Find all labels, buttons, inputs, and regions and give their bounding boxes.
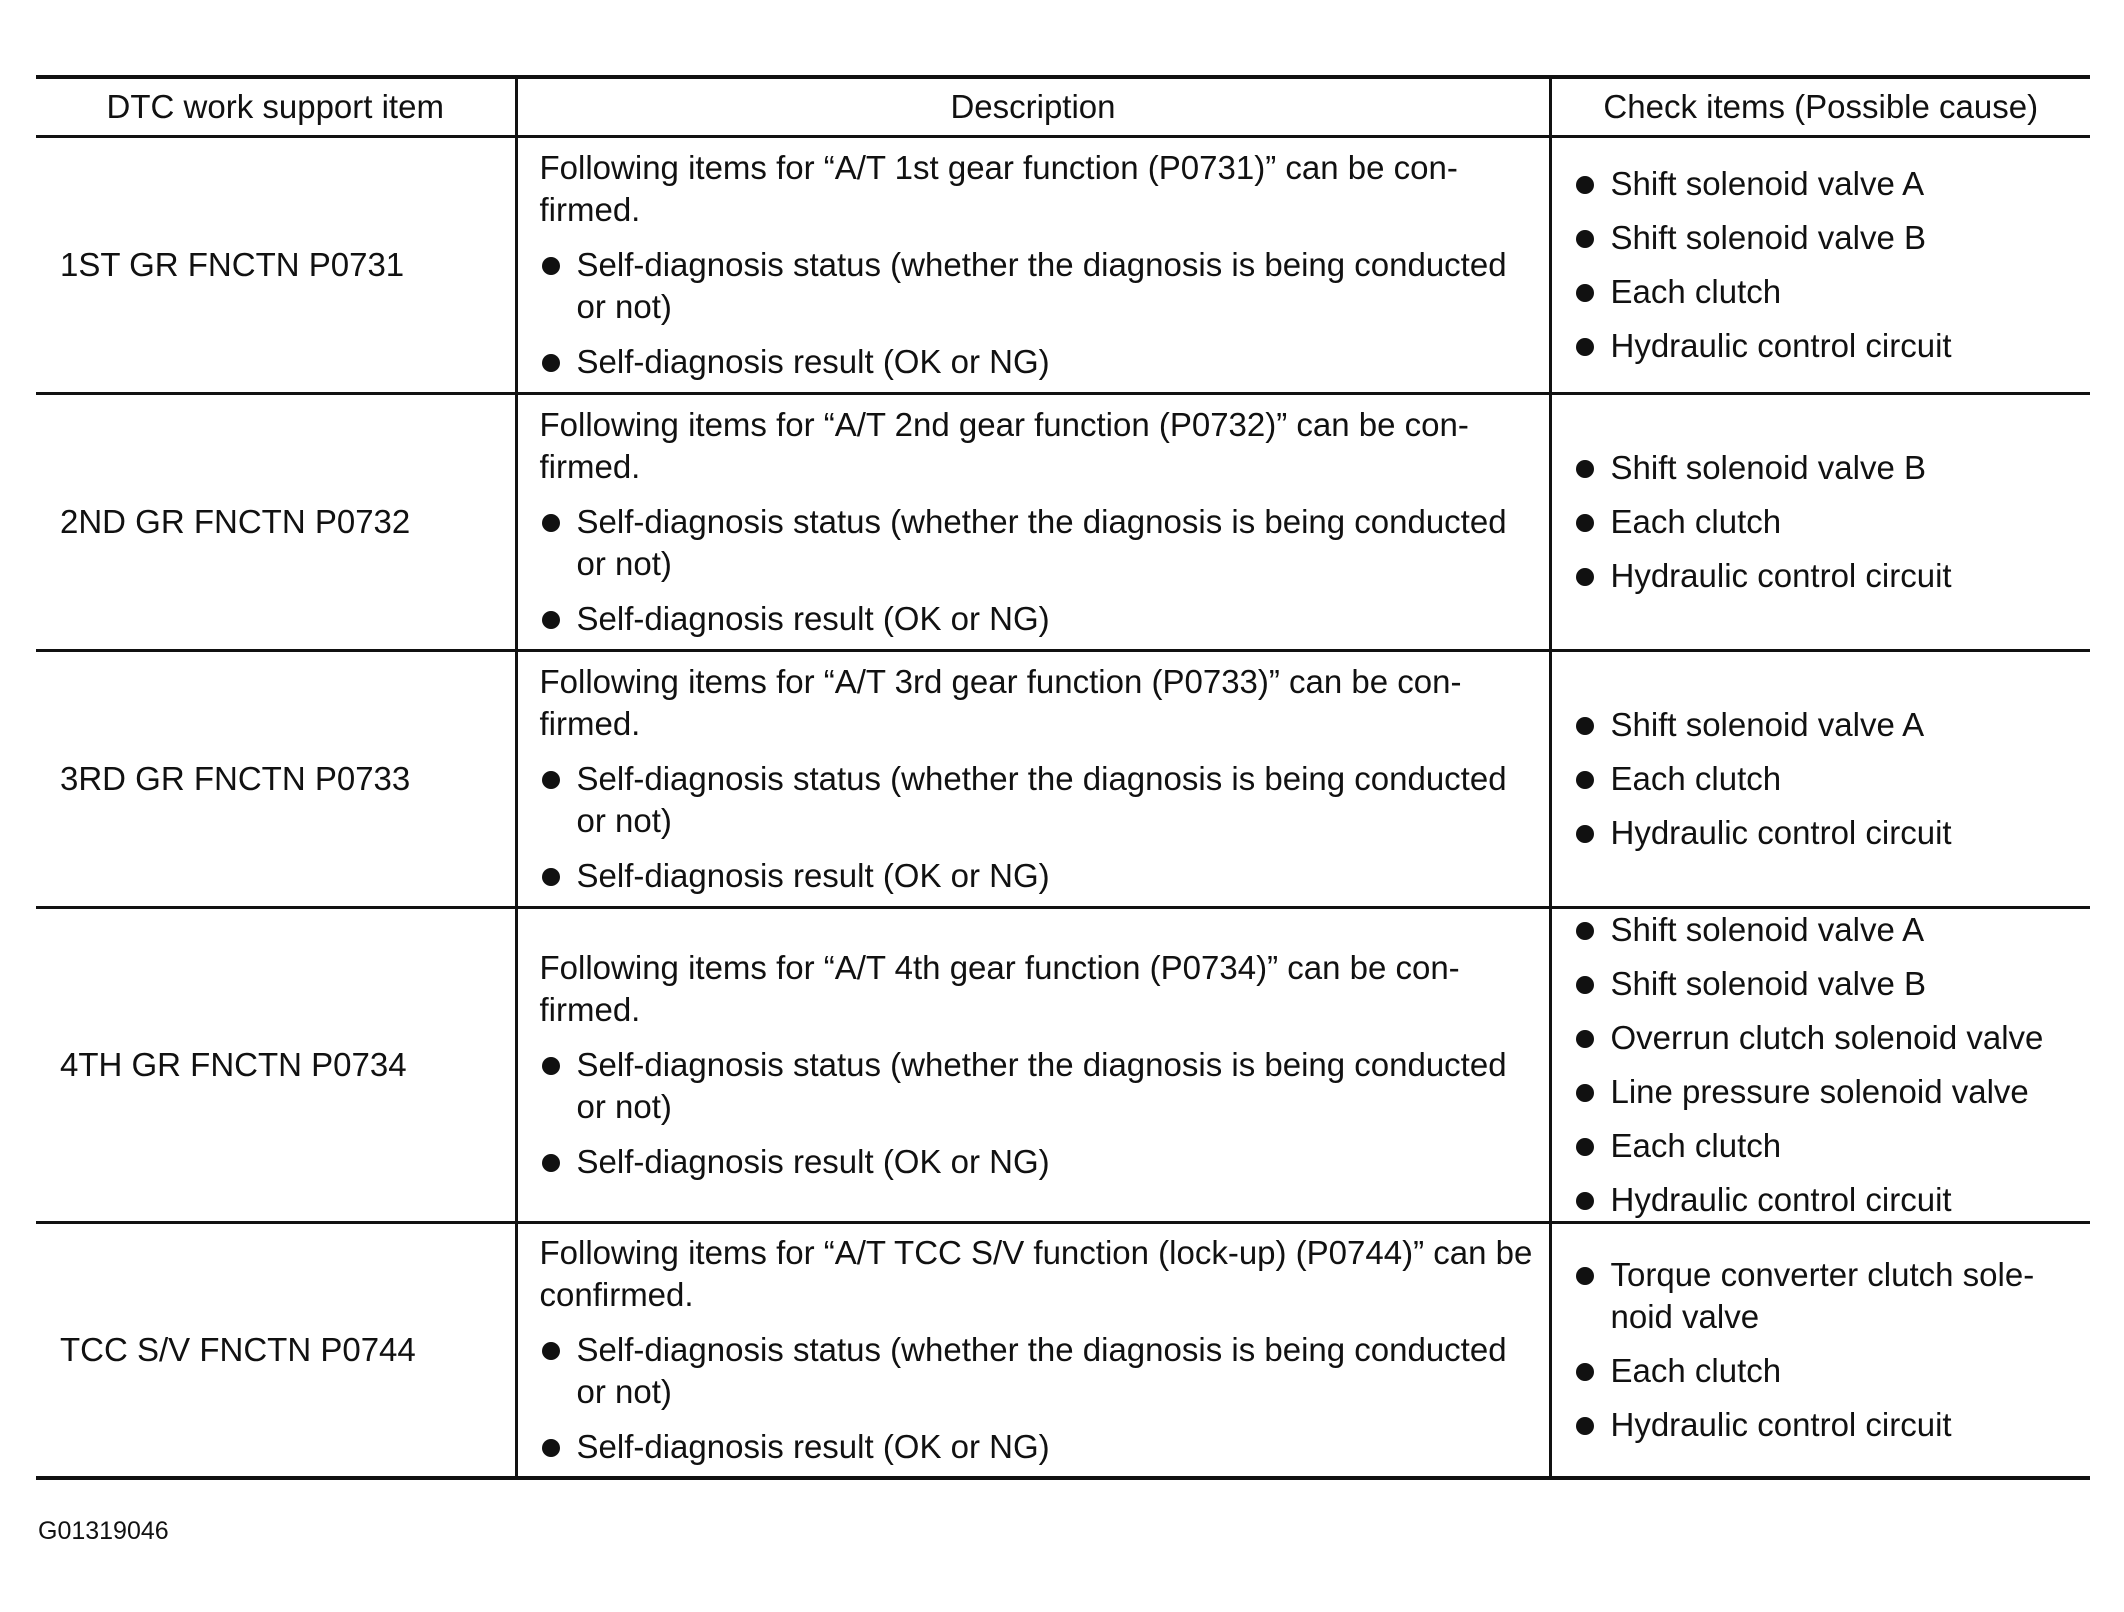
table-row (36, 394, 2090, 651)
description-list (540, 244, 1535, 383)
table-row (36, 651, 2090, 908)
bullet-dot-icon (1576, 1084, 1594, 1102)
check-items-cell (1550, 908, 2090, 1223)
item-cell: 2ND GR FNCTN P0732 (36, 394, 516, 651)
list-item-text: Overrun clutch solenoid valve (1610, 1019, 2044, 1056)
dtc-work-support-table (36, 75, 2090, 1480)
bullet-dot-icon (1576, 976, 1594, 994)
list-item (540, 758, 1535, 842)
list-item-text: Self-diagnosis status (whether the diagnosis is being conducted or not) (576, 1046, 1507, 1125)
description-cell (516, 394, 1550, 651)
description-intro: Following items for “A/T 4th gear function (P0734)” can be con-firmed. (539, 949, 1460, 1028)
list-item-text: Hydraulic control circuit (1610, 814, 1952, 851)
list-item (1574, 325, 2081, 367)
list-item-text: Each clutch (1610, 503, 1782, 540)
list-item (1574, 758, 2081, 800)
list-item (1574, 217, 2081, 259)
bullet-dot-icon (1576, 568, 1594, 586)
check-items-cell (1550, 394, 2090, 651)
check-items-list (1574, 704, 2081, 854)
description-list (540, 1044, 1535, 1183)
bullet-dot-icon (1576, 771, 1594, 789)
bullet-dot-icon (1576, 1192, 1594, 1210)
list-item (540, 244, 1535, 328)
dtc-work-support-table-wrapper (36, 75, 2090, 1480)
item-cell: TCC S/V FNCTN P0744 (60, 1331, 416, 1368)
list-item (540, 1044, 1535, 1128)
list-item-text: Shift solenoid valve A (1610, 911, 1925, 948)
list-item-text: Hydraulic control circuit (1610, 557, 1952, 594)
list-item (1574, 1179, 2081, 1221)
list-item (1574, 1254, 2081, 1338)
list-item-text: Shift solenoid valve B (1610, 219, 1927, 256)
bullet-dot-icon (542, 1057, 560, 1075)
bullet-dot-icon (542, 1439, 560, 1457)
list-item (1574, 555, 2081, 597)
check-items-list (1574, 1254, 2081, 1446)
item-cell: 4TH GR FNCTN P0734 (36, 908, 516, 1223)
list-item-text: Each clutch (1610, 273, 1782, 310)
check-items-list (1574, 447, 2081, 597)
bullet-dot-icon (1576, 717, 1594, 735)
bullet-dot-icon (1576, 1363, 1594, 1381)
list-item (540, 341, 1535, 383)
bullet-dot-icon (1576, 1267, 1594, 1285)
list-item-text: Hydraulic control circuit (1610, 1406, 1952, 1443)
bullet-dot-icon (1576, 284, 1594, 302)
bullet-dot-icon (542, 1154, 560, 1172)
table-row (36, 137, 2090, 394)
item-cell: 3RD GR FNCTN P0733 (36, 651, 516, 908)
description-cell (516, 137, 1550, 394)
description-list (540, 1329, 1535, 1468)
list-item-text: Shift solenoid valve B (1610, 449, 1927, 486)
description-intro: Following items for “A/T 1st gear function (P0731)” can be con-firmed. (539, 149, 1458, 228)
bullet-dot-icon (542, 514, 560, 532)
list-item (1574, 447, 2081, 489)
check-items-cell (1550, 137, 2090, 394)
list-item-text: Line pressure solenoid valve (1610, 1073, 2029, 1110)
list-item-text: Shift solenoid valve A (1610, 165, 1925, 202)
list-item (1574, 163, 2081, 205)
bullet-dot-icon (1576, 1030, 1594, 1048)
bullet-dot-icon (1576, 1138, 1594, 1156)
list-item (1574, 909, 2081, 951)
bullet-dot-icon (1576, 825, 1594, 843)
description-intro: Following items for “A/T 2nd gear function (P0732)” can be con-firmed. (539, 406, 1469, 485)
list-item-text: Each clutch (1610, 1352, 1782, 1389)
description-list (540, 758, 1535, 897)
list-item (1574, 963, 2081, 1005)
list-item (540, 598, 1535, 640)
bullet-dot-icon (1576, 922, 1594, 940)
list-item-text: Hydraulic control circuit (1610, 1181, 1952, 1218)
header-item: DTC work support item (36, 77, 516, 137)
description-intro: Following items for “A/T 3rd gear function (P0733)” can be con-firmed. (539, 663, 1462, 742)
table-header-row (36, 77, 2090, 137)
bullet-dot-icon (542, 611, 560, 629)
bullet-dot-icon (542, 1342, 560, 1360)
bullet-dot-icon (1576, 338, 1594, 356)
check-items-list (1574, 163, 2081, 367)
check-items-cell (1550, 1223, 2090, 1479)
list-item-text: Self-diagnosis result (OK or NG) (576, 1143, 1050, 1180)
list-item (540, 855, 1535, 897)
bullet-dot-icon (542, 771, 560, 789)
bullet-dot-icon (1576, 176, 1594, 194)
list-item (540, 1141, 1535, 1183)
list-item-text: Hydraulic control circuit (1610, 327, 1952, 364)
list-item-text: Self-diagnosis result (OK or NG) (576, 343, 1050, 380)
description-cell (516, 651, 1550, 908)
list-item (1574, 1071, 2081, 1113)
table-row (36, 1223, 2090, 1479)
list-item (1574, 501, 2081, 543)
list-item-text: Each clutch (1610, 760, 1782, 797)
header-description: Description (516, 77, 1550, 137)
item-cell: 1ST GR FNCTN P0731 (36, 137, 516, 394)
list-item-text: Shift solenoid valve A (1610, 706, 1925, 743)
list-item (1574, 812, 2081, 854)
check-items-cell (1550, 651, 2090, 908)
description-list (540, 501, 1535, 640)
description-cell (516, 1223, 1550, 1479)
bullet-dot-icon (1576, 460, 1594, 478)
list-item-text: Self-diagnosis result (OK or NG) (576, 857, 1050, 894)
check-items-list (1574, 909, 2081, 1221)
list-item-text: Shift solenoid valve B (1610, 965, 1927, 1002)
list-item-text: Self-diagnosis status (whether the diagnosis is being conducted or not) (576, 760, 1507, 839)
list-item (540, 1329, 1535, 1413)
list-item-text: Self-diagnosis status (whether the diagnosis is being conducted or not) (576, 1331, 1507, 1410)
bullet-dot-icon (542, 257, 560, 275)
list-item-text: Torque converter clutch sole-noid valve (1610, 1256, 2035, 1335)
bullet-dot-icon (1576, 514, 1594, 532)
bullet-dot-icon (1576, 230, 1594, 248)
bullet-dot-icon (1576, 1417, 1594, 1435)
table-row (36, 908, 2090, 1223)
list-item-text: Each clutch (1610, 1127, 1782, 1164)
list-item-text: Self-diagnosis status (whether the diagnosis is being conducted or not) (576, 246, 1507, 325)
list-item (1574, 1404, 2081, 1446)
list-item-text: Self-diagnosis result (OK or NG) (576, 1428, 1050, 1465)
figure-code: G01319046 (38, 1517, 169, 1545)
list-item (1574, 704, 2081, 746)
description-intro: Following items for “A/T TCC S/V function (lock-up) (P0744)” can be confirmed. (539, 1234, 1533, 1313)
list-item (1574, 1017, 2081, 1059)
list-item (540, 501, 1535, 585)
list-item (1574, 271, 2081, 313)
list-item (1574, 1350, 2081, 1392)
bullet-dot-icon (542, 354, 560, 372)
list-item (540, 1426, 1535, 1468)
list-item (1574, 1125, 2081, 1167)
list-item-text: Self-diagnosis result (OK or NG) (576, 600, 1050, 637)
description-cell (516, 908, 1550, 1223)
list-item-text: Self-diagnosis status (whether the diagnosis is being conducted or not) (576, 503, 1507, 582)
bullet-dot-icon (542, 868, 560, 886)
header-check-items: Check items (Possible cause) (1550, 77, 2090, 137)
